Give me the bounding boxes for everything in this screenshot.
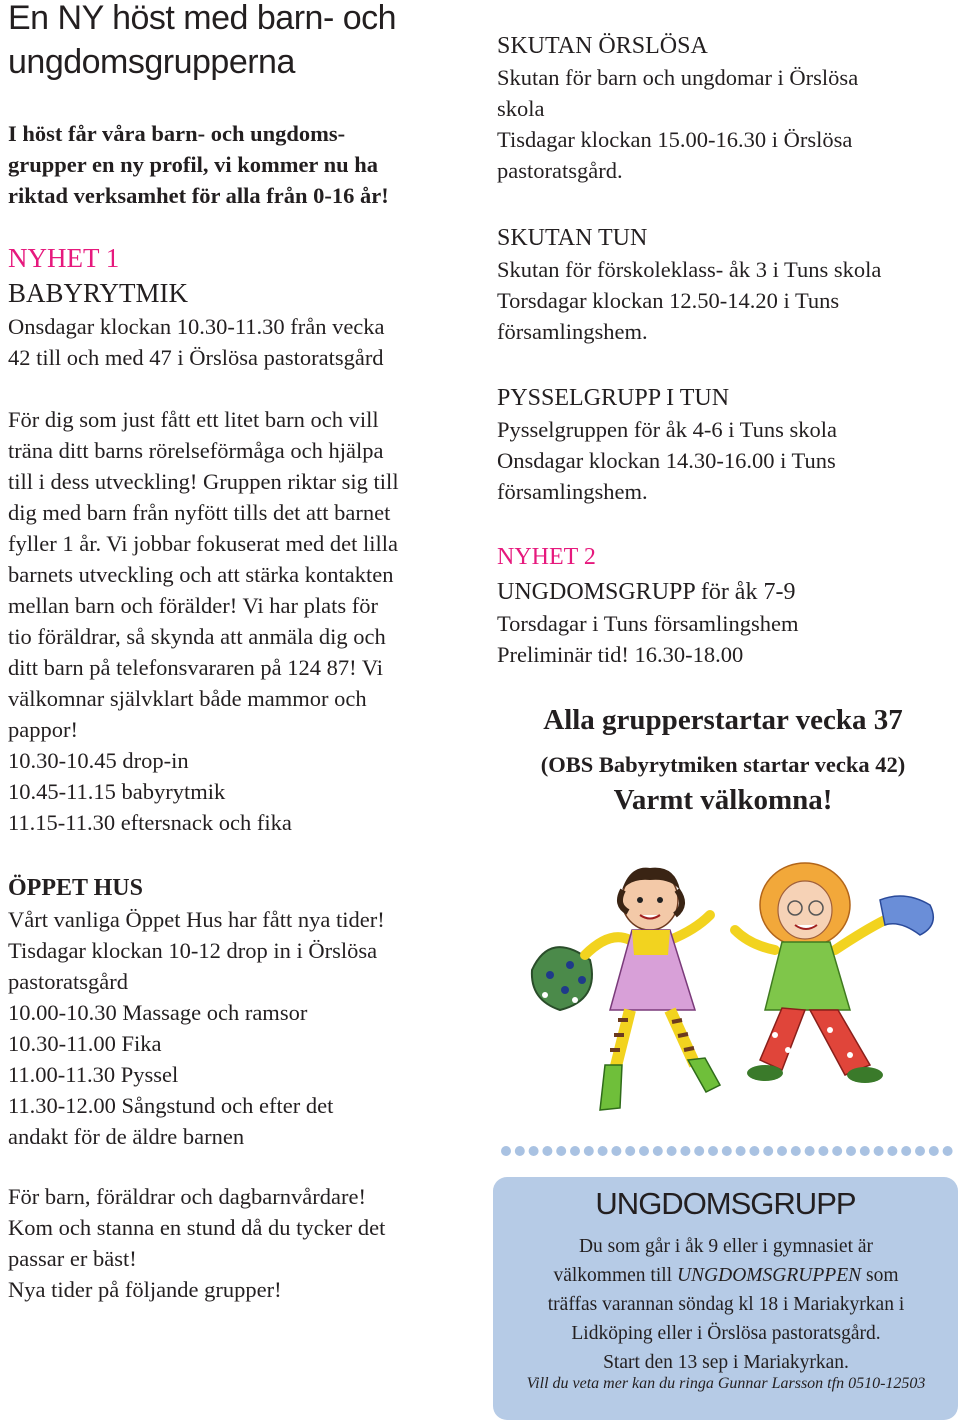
divider-dot bbox=[832, 1146, 842, 1156]
divider-dot bbox=[708, 1146, 718, 1156]
oppet-hus-line: 10.30-11.00 Fika bbox=[8, 1031, 162, 1056]
divider-dot bbox=[639, 1146, 649, 1156]
body-line: pappor! bbox=[8, 717, 78, 742]
welcome-text: Varmt välkomna! bbox=[613, 784, 833, 816]
skutan-tun-heading: SKUTAN TUN bbox=[497, 225, 648, 251]
divider-dot bbox=[570, 1146, 580, 1156]
right-child-figure bbox=[735, 863, 933, 1083]
body-line: barnets utveckling och att stärka kontakten bbox=[8, 562, 394, 587]
oppet-hus-line: Vårt vanliga Öppet Hus har fått nya tider! bbox=[8, 907, 385, 932]
oppet-hus-footer-line: Kom och stanna en stund då du tycker det bbox=[8, 1215, 386, 1240]
divider-dot bbox=[860, 1146, 870, 1156]
divider-dot bbox=[777, 1146, 787, 1156]
babyrytmik-section bbox=[8, 240, 470, 838]
box-line: Lidköping eller i Örslösa pastoratsgård. bbox=[571, 1323, 881, 1344]
intro-line: riktad verksamhet för alla från 0-16 år! bbox=[8, 183, 389, 208]
ungdomsgrupp-box-text bbox=[506, 1232, 946, 1377]
page-title bbox=[8, 0, 478, 84]
divider-dot bbox=[805, 1146, 815, 1156]
divider-dot bbox=[501, 1146, 511, 1156]
dotted-divider bbox=[500, 1144, 956, 1158]
box-line bbox=[506, 1261, 946, 1290]
ungdomsgrupp-box-title: UNGDOMSGRUPP bbox=[595, 1186, 856, 1221]
schedule-line: 10.30-10.45 drop-in bbox=[8, 748, 189, 773]
babyrytmik-when: 42 till och med 47 i Örslösa pastoratsgård bbox=[8, 345, 384, 370]
intro-line: grupper en ny profil, vi kommer nu ha bbox=[8, 152, 379, 177]
skutan-tun-section bbox=[497, 222, 957, 347]
divider-dot bbox=[943, 1146, 953, 1156]
left-child-figure bbox=[532, 868, 720, 1110]
oppet-hus-line: 11.00-11.30 Pyssel bbox=[8, 1062, 179, 1087]
skutan-tun-line: församlingshem. bbox=[497, 319, 648, 344]
oppet-hus-line: andakt för de äldre barnen bbox=[8, 1124, 245, 1149]
babyrytmik-when: Onsdagar klockan 10.30-11.30 från vecka bbox=[8, 314, 385, 339]
divider-dot bbox=[901, 1146, 911, 1156]
box-line: Du som går i åk 9 eller i gymnasiet är bbox=[578, 1236, 874, 1257]
divider-dot bbox=[542, 1146, 552, 1156]
body-line: För dig som just fått ett litet barn och vill bbox=[8, 407, 379, 432]
divider-dot bbox=[915, 1146, 925, 1156]
divider-dot bbox=[874, 1146, 884, 1156]
body-line: mellan barn och förälder! Vi har plats för bbox=[8, 593, 378, 618]
body-line: dig med barn från nyfött tills det att barnet bbox=[8, 500, 391, 525]
divider-dot bbox=[515, 1146, 525, 1156]
divider-dot bbox=[611, 1146, 621, 1156]
divider-dot bbox=[625, 1146, 635, 1156]
pysselgrupp-line: församlingshem. bbox=[497, 479, 648, 504]
divider-dot bbox=[736, 1146, 746, 1156]
body-line: välkomnar självklart både mammor och bbox=[8, 686, 367, 711]
oppet-hus-line: Tisdagar klockan 10-12 drop in i Örslösa bbox=[8, 938, 378, 963]
oppet-hus-line: 11.30-12.00 Sångstund och efter det bbox=[8, 1093, 334, 1118]
schedule-line: 11.15-11.30 eftersnack och fika bbox=[8, 810, 292, 835]
skutan-tun-line: Torsdagar klockan 12.50-14.20 i Tuns bbox=[497, 288, 840, 313]
body-line: ditt barn på telefonsvararen på 124 87! Vi bbox=[8, 655, 383, 680]
oppet-hus-footer-line: Nya tider på följande grupper! bbox=[8, 1277, 282, 1302]
title-line: En NY höst med barn- och bbox=[8, 0, 397, 37]
divider-dot bbox=[653, 1146, 663, 1156]
ungdomsgrupp-line: Torsdagar i Tuns församlingshem bbox=[497, 611, 799, 636]
skutan-orslosa-line: Tisdagar klockan 15.00-16.30 i Örslösa bbox=[497, 127, 853, 152]
oppet-hus-footer-line: passar er bäst! bbox=[8, 1246, 137, 1271]
divider-dot bbox=[722, 1146, 732, 1156]
divider-dot bbox=[680, 1146, 690, 1156]
ungdomsgrupp-heading: UNGDOMSGRUPP för åk 7-9 bbox=[497, 579, 796, 605]
oppet-hus-section bbox=[8, 872, 470, 1305]
body-line: fyller 1 år. Vi jobbar fokuserat med det lilla bbox=[8, 531, 398, 556]
divider-dot bbox=[791, 1146, 801, 1156]
pysselgrupp-section bbox=[497, 382, 957, 507]
ungdomsgrupp-line: Preliminär tid! 16.30-18.00 bbox=[497, 642, 744, 667]
skutan-orslosa-line: pastoratsgård. bbox=[497, 158, 623, 183]
box-emphasis: UNGDOMSGRUPPEN bbox=[676, 1265, 862, 1286]
divider-dot bbox=[887, 1146, 897, 1156]
babyrytmik-tag: NYHET 1 bbox=[8, 243, 120, 273]
body-line: tio föräldrar, så skynda att anmäla dig och bbox=[8, 624, 386, 649]
divider-dot bbox=[584, 1146, 594, 1156]
box-line: träffas varannan söndag kl 18 i Mariakyrkan i bbox=[547, 1294, 905, 1315]
divider-dot bbox=[763, 1146, 773, 1156]
divider-dot bbox=[818, 1146, 828, 1156]
babyrytmik-note: (OBS Babyrytmiken startar vecka 42) bbox=[540, 752, 906, 777]
divider-dot bbox=[694, 1146, 704, 1156]
box-text: välkommen till bbox=[553, 1265, 677, 1286]
intro-line: I höst får våra barn- och ungdoms- bbox=[8, 121, 346, 146]
divider-dot bbox=[749, 1146, 759, 1156]
contact-info: Vill du veta mer kan du ringa Gunnar Larsson tfn 0510-12503 bbox=[526, 1375, 926, 1392]
ungdomsgrupp-new-section bbox=[497, 541, 957, 670]
divider-dot bbox=[598, 1146, 608, 1156]
box-line: Start den 13 sep i Mariakyrkan. bbox=[603, 1352, 849, 1373]
skutan-orslosa-line: skola bbox=[497, 96, 545, 121]
divider-dot bbox=[667, 1146, 677, 1156]
oppet-hus-line: 10.00-10.30 Massage och ramsor bbox=[8, 1000, 308, 1025]
oppet-hus-heading: ÖPPET HUS bbox=[8, 875, 143, 901]
divider-dot bbox=[846, 1146, 856, 1156]
dancing-children-illustration bbox=[520, 860, 960, 1125]
divider-dot bbox=[929, 1146, 939, 1156]
body-line: träna ditt barns rörelseförmåga och hjälpa bbox=[8, 438, 384, 463]
pysselgrupp-line: Pysselgruppen för åk 4-6 i Tuns skola bbox=[497, 417, 838, 442]
body-line: till i dess utveckling! Gruppen riktar sig till bbox=[8, 469, 399, 494]
skutan-tun-line: Skutan för förskoleklass- åk 3 i Tuns skola bbox=[497, 257, 882, 282]
start-week-text: Alla grupperstartar vecka 37 bbox=[543, 704, 903, 736]
oppet-hus-line: pastoratsgård bbox=[8, 969, 128, 994]
divider-dot bbox=[529, 1146, 539, 1156]
box-text: som bbox=[861, 1265, 899, 1286]
skutan-orslosa-section bbox=[497, 30, 957, 186]
skutan-orslosa-heading: SKUTAN ÖRSLÖSA bbox=[497, 33, 708, 59]
intro bbox=[8, 118, 478, 211]
oppet-hus-footer-line: För barn, föräldrar och dagbarnvårdare! bbox=[8, 1184, 366, 1209]
babyrytmik-body bbox=[8, 404, 470, 838]
pysselgrupp-heading: PYSSELGRUPP I TUN bbox=[497, 385, 730, 411]
title-line: ungdomsgrupperna bbox=[8, 43, 295, 81]
schedule-line: 10.45-11.15 babyrytmik bbox=[8, 779, 226, 804]
babyrytmik-heading: BABYRYTMIK bbox=[8, 278, 189, 308]
ungdomsgrupp-tag: NYHET 2 bbox=[497, 544, 596, 570]
skutan-orslosa-line: Skutan för barn och ungdomar i Örslösa bbox=[497, 65, 859, 90]
pysselgrupp-line: Onsdagar klockan 14.30-16.00 i Tuns bbox=[497, 448, 836, 473]
divider-dot bbox=[556, 1146, 566, 1156]
